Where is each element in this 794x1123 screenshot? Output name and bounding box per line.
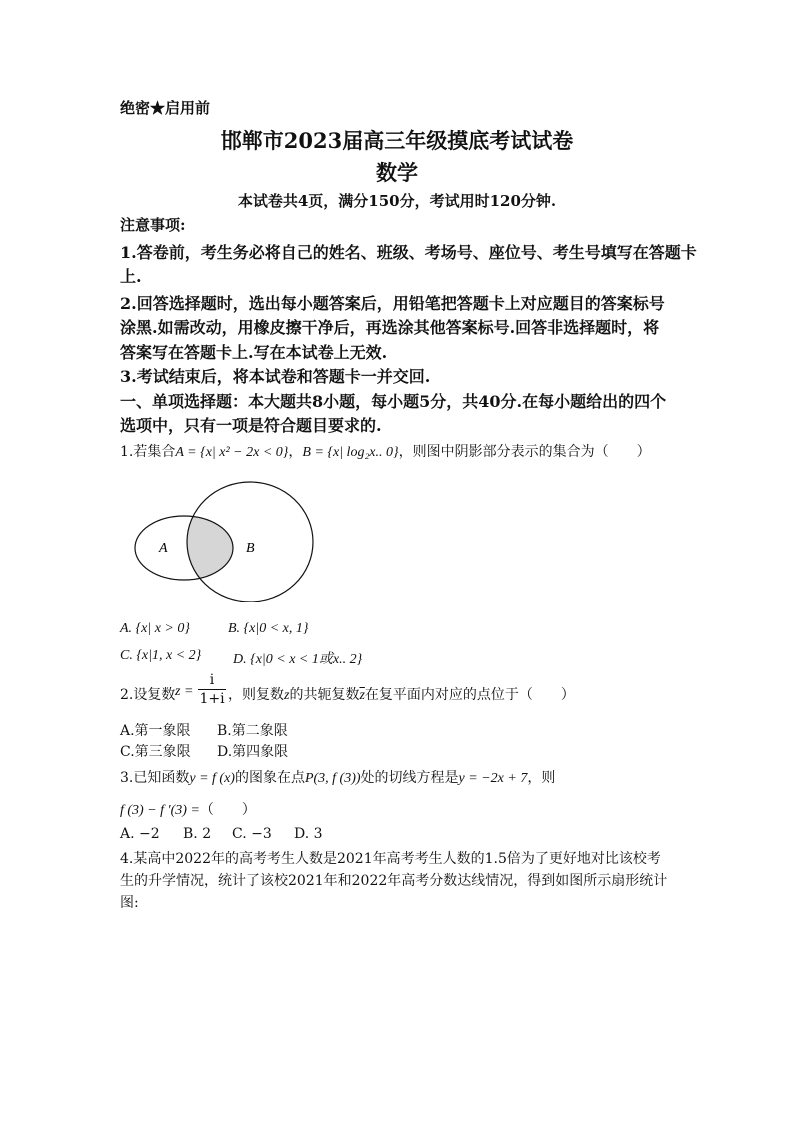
q1-stem: [120, 441, 651, 461]
q4-line-3: 图:: [120, 895, 139, 911]
q3-option-c: C. −3: [232, 826, 272, 842]
q3-option-b: B. 2: [183, 826, 212, 842]
q4-line-2: 生的升学情况，统计了该校2021年和2022年高考分数达线情况，得到如图所示扇形统计: [120, 873, 668, 889]
q2-z-conjugate: $\overline{z}$: [359, 688, 365, 703]
note-2-line-3: 答案写在答题卡上.写在本试卷上无效.: [120, 343, 388, 362]
q2-stem-prefix: 2.设复数: [120, 687, 176, 703]
q3-expression-line: [120, 799, 256, 819]
q1-stem-suffix: ，则图中阴影部分表示的集合为（ ）: [398, 444, 651, 460]
venn-label-b: B: [246, 541, 255, 556]
venn-diagram: [125, 474, 325, 602]
q3-stem-suffix: ，则: [527, 770, 556, 786]
q2-z-eq: z =: [175, 684, 194, 699]
q1-comma: ，: [288, 444, 303, 460]
q1-option-c: C. {x|1, x < 2}: [120, 648, 202, 663]
q2-frac-den: 1+i: [199, 691, 225, 707]
q3-option-a: A. −2: [120, 826, 160, 842]
note-1-line-2: 上.: [120, 267, 142, 286]
notes-heading: 注意事项:: [120, 216, 186, 234]
subject-title: 数学: [376, 160, 418, 185]
q2-frac-bar: [198, 689, 226, 690]
q1-option-b: B. {x|0 < x, 1}: [228, 621, 309, 636]
q3-stem-mid-2: 处的切线方程是: [360, 770, 459, 786]
q2-stem-mid-2: 的共轭复数: [289, 687, 360, 703]
q3-stem: [120, 767, 555, 787]
venn-label-a: A: [159, 541, 168, 556]
note-3: 3.考试结束后，将本试卷和答题卡一并交回.: [120, 367, 431, 386]
exam-title: 邯郸市2023届高三年级摸底考试试卷: [220, 128, 574, 153]
q3-stem-mid-1: 的图象在点: [234, 770, 305, 786]
note-2-line-1: 2.回答选择题时，选出每小题答案后，用铅笔把答题卡上对应题目的答案标号: [120, 294, 665, 313]
q2-z-1: z: [284, 688, 290, 703]
q2-stem-suffix: 在复平面内对应的点位于（ ）: [364, 687, 575, 703]
q2-fraction: [198, 672, 226, 707]
q2-option-a: A.第一象限: [120, 723, 191, 739]
note-1-line-1: 1.答卷前，考生务必将自己的姓名、班级、考场号、座位号、考生号填写在答题卡: [120, 243, 697, 262]
q1-option-a: A. {x| x > 0}: [120, 621, 190, 636]
section-1-line-1: 一、单项选择题：本大题共8小题，每小题5分，共40分.在每小题给出的四个: [120, 392, 667, 411]
q3-line-eq: y = −2x + 7: [458, 771, 528, 786]
q2-option-b: B.第二象限: [217, 723, 288, 739]
section-1-line-2: 选项中，只有一项是符合题目要求的.: [120, 416, 382, 435]
q1-set-a: A = {x| x² − 2x < 0}: [175, 445, 289, 460]
q3-stem-prefix: 3.已知函数: [120, 770, 190, 786]
q3-option-d: D. 3: [294, 826, 323, 842]
q3-point: P(3, f (3)): [304, 771, 361, 786]
q2-stem-mid-1: ，则复数: [228, 687, 284, 703]
exam-info: 本试卷共4页，满分150分，考试用时120分钟.: [237, 192, 557, 210]
q3-func: y = f (x): [189, 771, 235, 786]
q3-expr: f (3) − f ′(3) =: [120, 803, 200, 818]
q1-stem-prefix: 1.若集合: [120, 444, 176, 460]
note-2-line-2: 涂黑.如需改动，用橡皮擦干净后，再选涂其他答案标号.回答非选择题时，将: [120, 318, 660, 337]
q2-option-d: D.第四象限: [217, 744, 289, 760]
q1-set-b: B = {x| log₂x.. 0}: [302, 445, 399, 460]
secret-mark: 绝密★启用前: [120, 99, 211, 117]
q2-option-c: C.第三象限: [120, 744, 191, 760]
q3-expr-paren: （ ）: [199, 802, 256, 818]
q1-option-d: D. {x|0 < x < 1或x.. 2}: [233, 652, 363, 667]
q4-line-1: 4.某高中2022年的高考考生人数是2021年高考考生人数的1.5倍为了更好地对比该校考: [120, 851, 661, 867]
q2-stem-rest: [228, 684, 575, 704]
q2-frac-num: i: [209, 672, 215, 688]
